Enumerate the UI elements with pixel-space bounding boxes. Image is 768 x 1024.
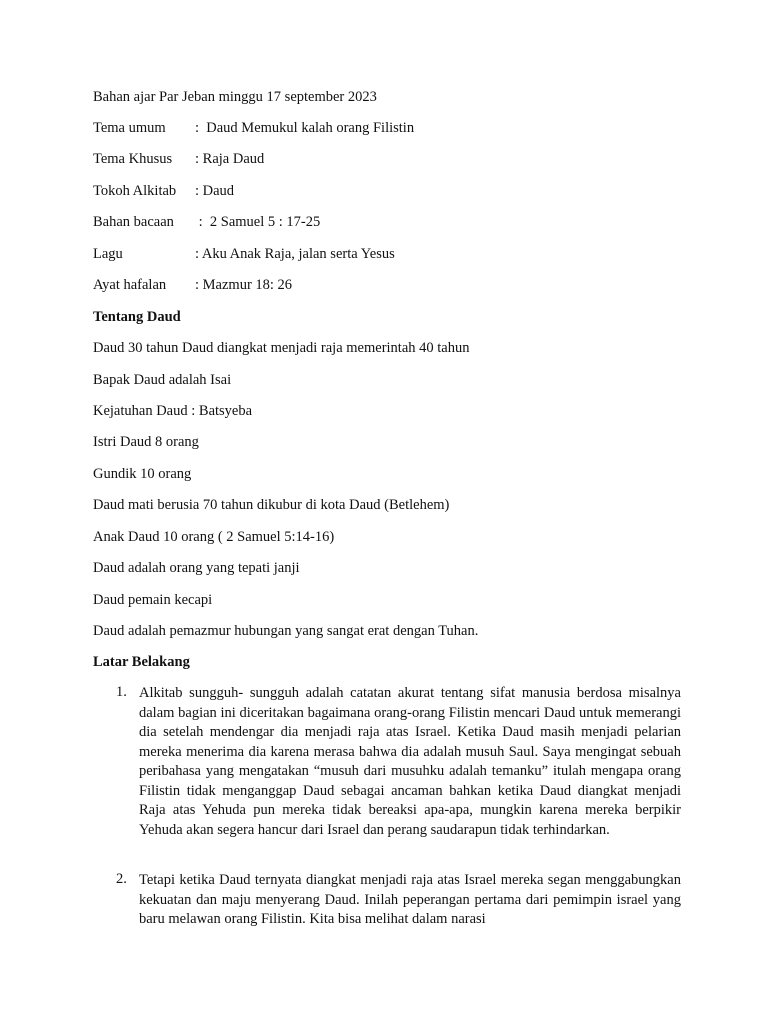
meta-value: : Aku Anak Raja, jalan serta Yesus [195, 246, 395, 262]
meta-row-ayat-hafalan [93, 276, 292, 294]
meta-value: : Mazmur 18: 26 [195, 277, 293, 293]
fact-line: Daud mati berusia 70 tahun dikubur di kota Daud (Betlehem) [93, 497, 450, 513]
section-heading-latar-belakang: Latar Belakang [93, 654, 190, 670]
fact-line: Anak Daud 10 orang ( 2 Samuel 5:14-16) [93, 529, 335, 545]
meta-value: : 2 Samuel 5 : 17-25 [195, 214, 321, 230]
list-item-number: 2. [116, 871, 127, 887]
list-item-text: Tetapi ketika Daud ternyata diangkat menjadi raja atas Israel mereka segan menggabungkan kekuatan dan maju menyerang Daud. Inilah peperangan pertama dari pemimpin israel yang baru melawan orang Filistin. Kita bisa melihat dalam narasi [139, 872, 681, 927]
meta-row-bahan-bacaan [93, 213, 320, 231]
meta-value: : Daud Memukul kalah orang Filistin [195, 120, 415, 136]
meta-label: Ayat hafalan [93, 277, 167, 293]
fact-line: Daud pemain kecapi [93, 592, 213, 608]
meta-value: : Daud [195, 183, 235, 199]
meta-label: Tokoh Alkitab [93, 183, 177, 199]
section-heading-tentang-daud: Tentang Daud [93, 309, 181, 325]
fact-line: Gundik 10 orang [93, 466, 192, 482]
meta-row-tema-khusus [93, 150, 264, 168]
list-item [93, 871, 681, 930]
fact-line: Kejatuhan Daud : Batsyeba [93, 403, 253, 419]
meta-label: Bahan bacaan [93, 214, 174, 230]
fact-line: Istri Daud 8 orang [93, 434, 199, 450]
meta-value: : Raja Daud [195, 151, 265, 167]
document-header: Bahan ajar Par Jeban minggu 17 september 2023 [93, 89, 377, 105]
meta-row-tema-umum [93, 119, 414, 137]
meta-label: Lagu [93, 246, 123, 262]
meta-label: Tema Khusus [93, 151, 173, 167]
meta-row-tokoh-alkitab [93, 182, 234, 200]
meta-label: Tema umum [93, 120, 166, 136]
numbered-list [93, 684, 681, 840]
meta-row-lagu [93, 245, 395, 263]
fact-line: Daud 30 tahun Daud diangkat menjadi raja memerintah 40 tahun [93, 340, 470, 356]
list-item-text: Alkitab sungguh- sungguh adalah catatan akurat tentang sifat manusia berdosa misalnya dalam bagian ini diceritakan bagaimana orang-orang Filistin mencari Daud untuk memerangi dia setelah mendengar dia menjadi raja atas Israel. Ketika Daud masih menjadi pelarian mereka menerima dia karena merasa bahwa dia adalah musuh Saul. Saya mengingat sebuah peribahasa yang mengatakan “musuh dari musuhku adalah temanku” itulah mengapa orang Filistin tidak menganggap Daud sebagai ancaman bahkan ketika Daud diangkat menjadi Raja atas Yehuda pun mereka tidak bereaksi apa-apa, mungkin karena mereka berpikir Yehuda akan segera hancur dari Israel dan perang saudarapun tidak terhindarkan. [139, 685, 681, 838]
list-item-number: 1. [116, 684, 127, 700]
numbered-list-continued [93, 871, 681, 930]
fact-line: Daud adalah pemazmur hubungan yang sangat erat dengan Tuhan. [93, 623, 479, 639]
list-item [93, 684, 681, 840]
fact-line: Bapak Daud adalah Isai [93, 372, 232, 388]
fact-line: Daud adalah orang yang tepati janji [93, 560, 300, 576]
